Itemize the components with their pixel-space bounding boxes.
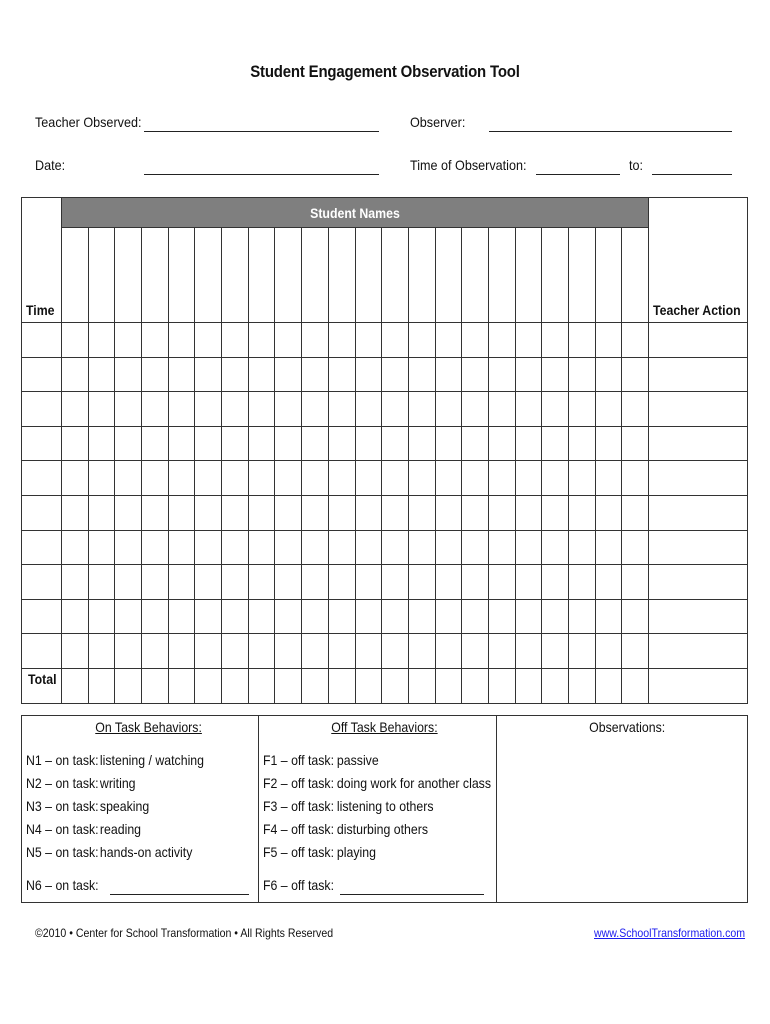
list-item: F5 – off task: playing bbox=[263, 844, 376, 860]
date-label: Date: bbox=[35, 157, 66, 173]
end-time-field[interactable] bbox=[652, 174, 732, 175]
observer-field[interactable] bbox=[489, 131, 732, 132]
observation-grid bbox=[21, 197, 748, 704]
off-task-heading: Off Task Behaviors: bbox=[331, 719, 438, 735]
row-line bbox=[21, 564, 748, 565]
row-line bbox=[21, 460, 748, 461]
list-item: F4 – off task: disturbing others bbox=[263, 821, 429, 837]
to-label: to: bbox=[629, 157, 644, 173]
time-column-label: Time bbox=[26, 302, 55, 318]
row-line bbox=[21, 633, 748, 634]
row-line bbox=[21, 530, 748, 531]
list-item: N5 – on task:hands-on activity bbox=[26, 844, 193, 860]
website-link[interactable]: www.SchoolTransformation.com bbox=[594, 926, 746, 940]
total-row-label: Total bbox=[28, 671, 57, 687]
row-line bbox=[21, 391, 748, 392]
student-names-header: Student Names bbox=[61, 198, 648, 227]
teacher-observed-field[interactable] bbox=[144, 131, 379, 132]
row-line bbox=[21, 357, 748, 358]
row-line bbox=[21, 495, 748, 496]
list-item: N4 – on task:reading bbox=[26, 821, 142, 837]
list-item: N2 – on task:writing bbox=[26, 775, 136, 791]
row-line bbox=[21, 599, 748, 600]
teacher-action-column-label: Teacher Action bbox=[653, 302, 741, 318]
observer-label: Observer: bbox=[410, 114, 466, 130]
legend-divider bbox=[496, 715, 497, 903]
n6-field[interactable] bbox=[110, 894, 249, 895]
list-item: N1 – on task:listening / watching bbox=[26, 752, 205, 768]
observations-heading: Observations: bbox=[589, 719, 666, 735]
list-item: N3 – on task:speaking bbox=[26, 798, 150, 814]
page-title: Student Engagement Observation Tool bbox=[250, 62, 520, 81]
on-task-heading: On Task Behaviors: bbox=[95, 719, 202, 735]
list-item: F1 – off task: passive bbox=[263, 752, 379, 768]
legend-divider bbox=[258, 715, 259, 903]
row-line bbox=[21, 426, 748, 427]
column-divider bbox=[61, 197, 62, 704]
date-field[interactable] bbox=[144, 174, 379, 175]
start-time-field[interactable] bbox=[536, 174, 620, 175]
time-of-observation-label: Time of Observation: bbox=[410, 157, 527, 173]
row-line bbox=[21, 322, 748, 323]
teacher-observed-label: Teacher Observed: bbox=[35, 114, 142, 130]
list-item: F2 – off task: doing work for another class bbox=[263, 775, 492, 791]
list-item: F6 – off task: bbox=[263, 877, 334, 893]
row-line bbox=[61, 227, 648, 228]
row-line bbox=[21, 668, 748, 669]
f6-field[interactable] bbox=[340, 894, 484, 895]
list-item: N6 – on task: bbox=[26, 877, 99, 893]
column-divider bbox=[648, 197, 649, 704]
copyright-notice: ©2010 • Center for School Transformation • All Rights Reserved bbox=[35, 926, 334, 940]
list-item: F3 – off task: listening to others bbox=[263, 798, 434, 814]
